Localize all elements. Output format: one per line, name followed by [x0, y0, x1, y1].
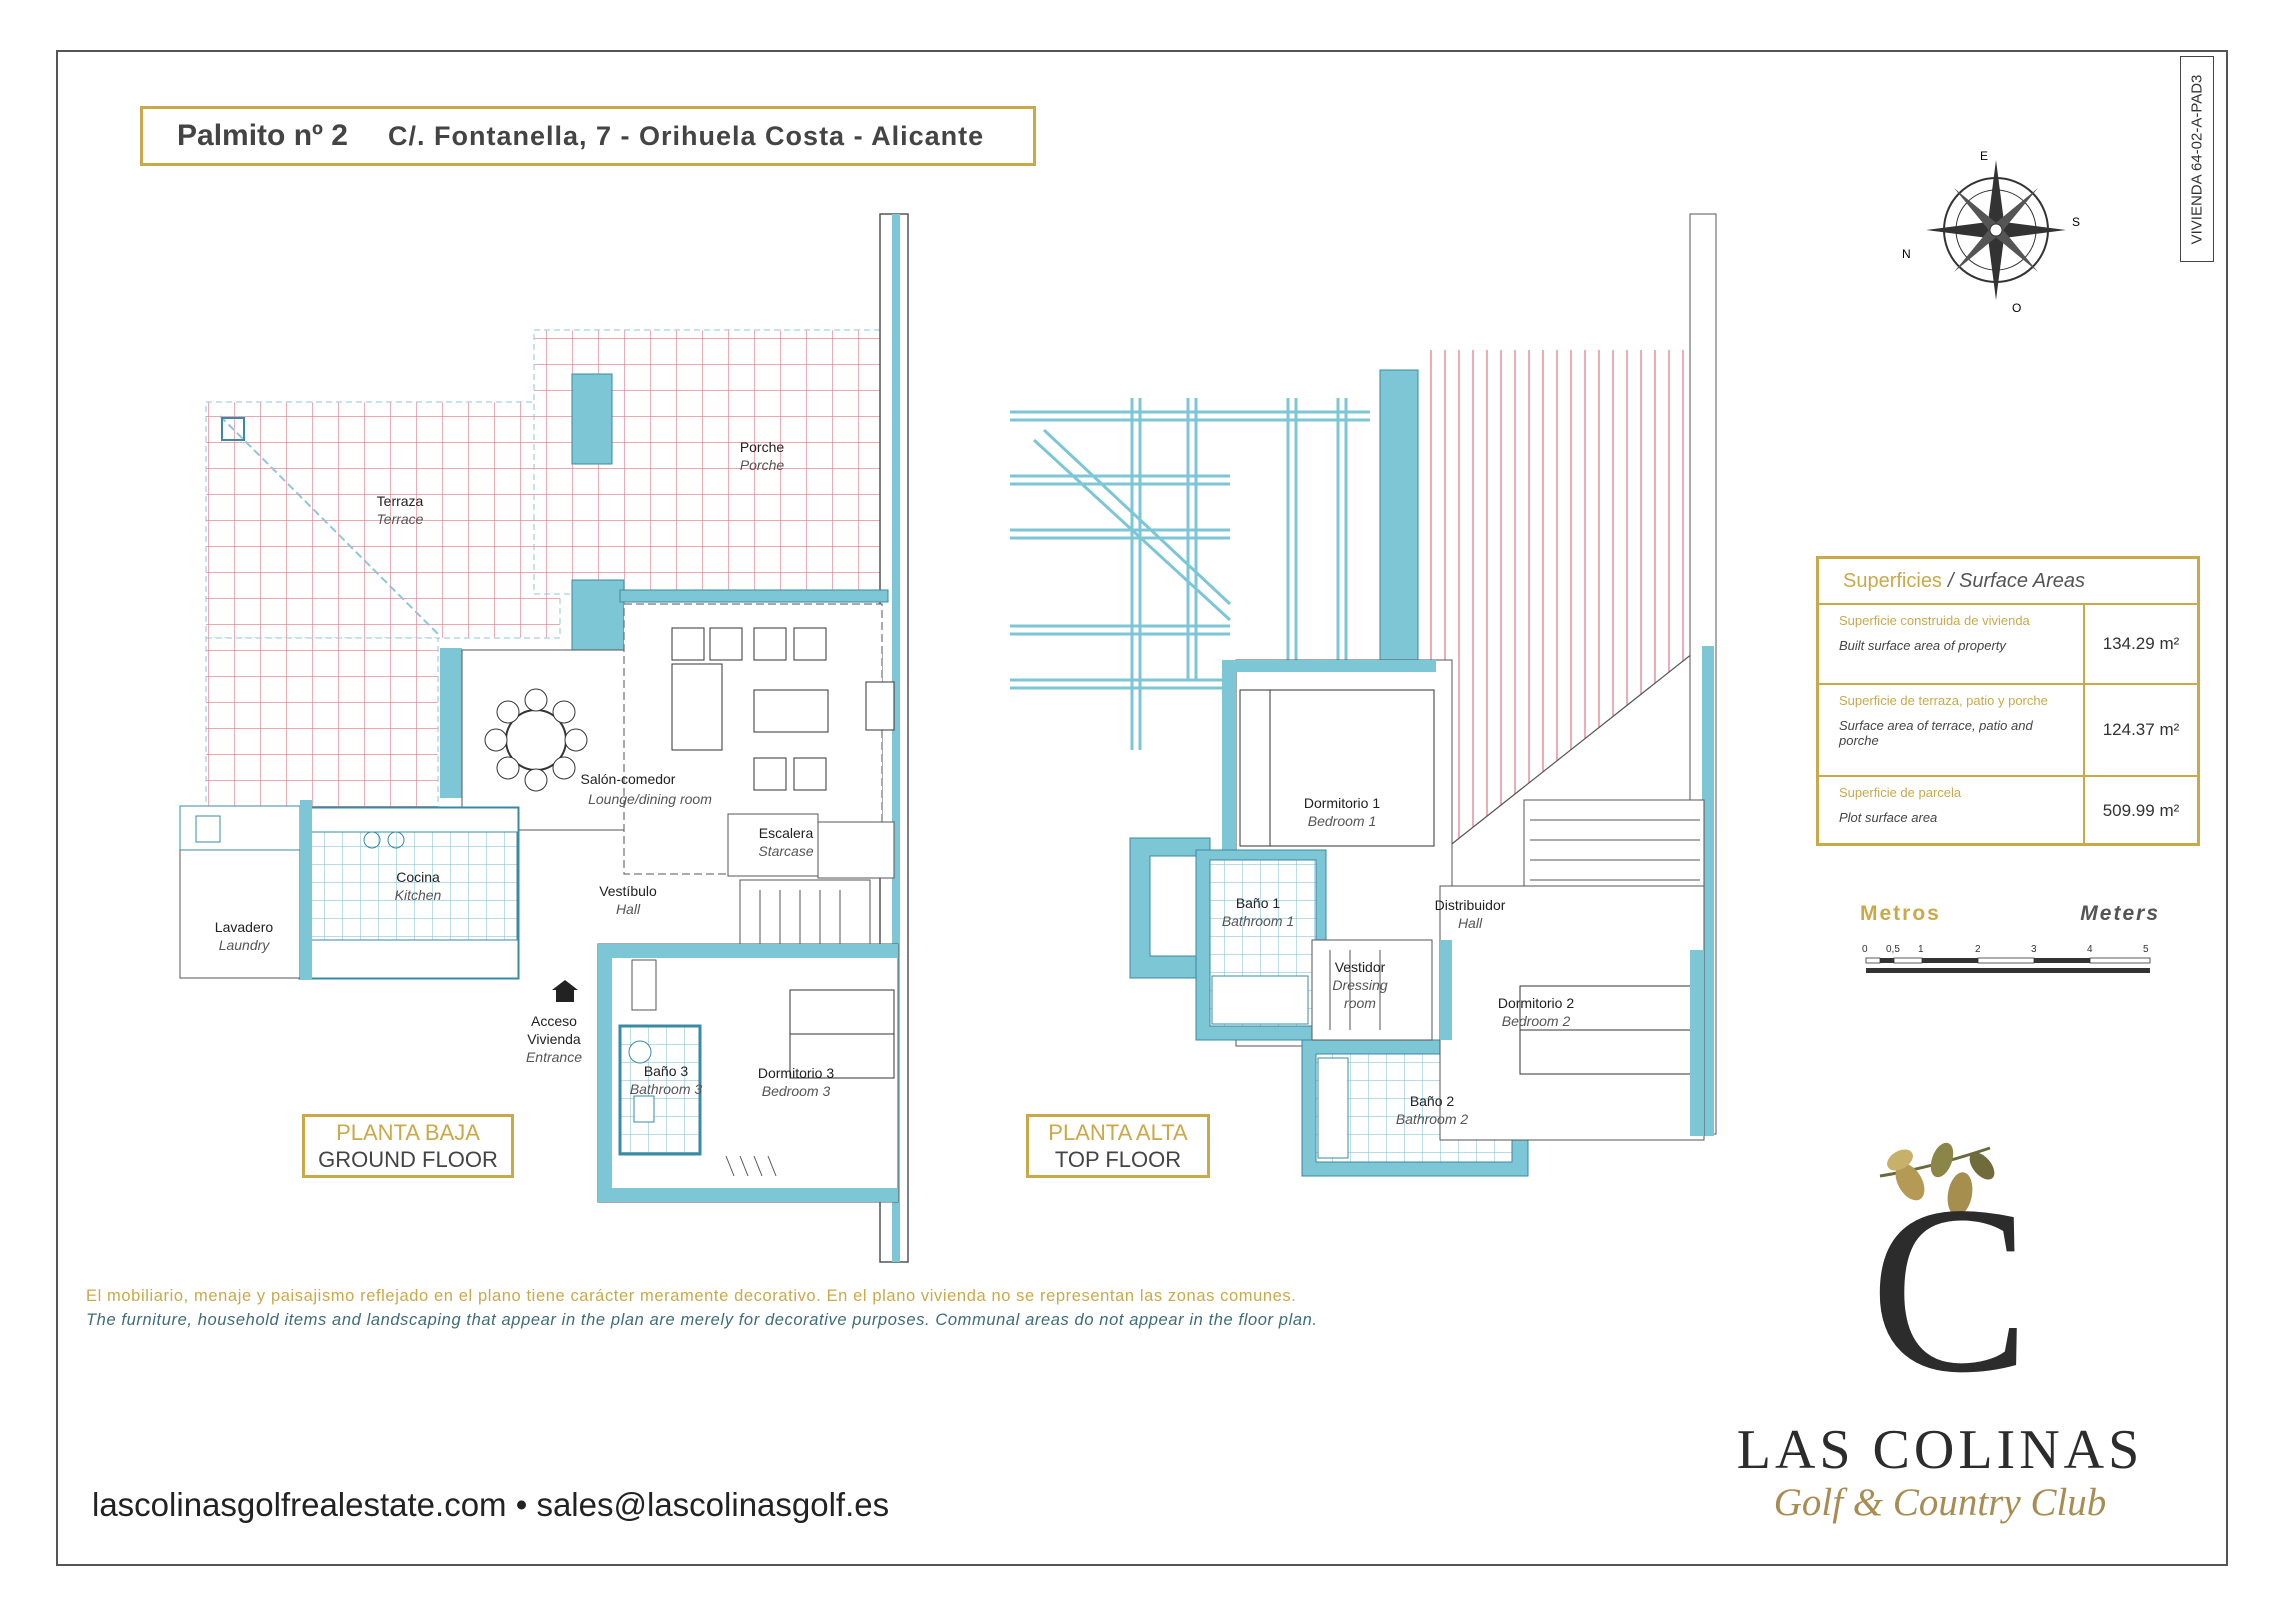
surface-areas-table [1816, 556, 2200, 846]
label-escalera: Escalera [758, 825, 814, 841]
contact-separator: • [515, 1486, 528, 1523]
label-lounge: Lounge/dining room [588, 791, 712, 807]
label-vivienda: Vivienda [527, 1031, 581, 1047]
label-dormitorio3: Dormitorio 3 [757, 1065, 835, 1081]
label-porche: Porche [739, 439, 785, 455]
area-row-value: 134.29 m² [2102, 634, 2180, 653]
area-row-value: 124.37 m² [2102, 720, 2180, 739]
scale-label-es: Metros [1860, 902, 1941, 925]
label-distribuidor: Distribuidor [1434, 897, 1506, 913]
disclaimer-en: The furniture, household items and landscaping that appear in the plan are merely for decorative purposes. Communal areas do not appear in the floor plan. [86, 1311, 1318, 1329]
label-bano2: Baño 2 [1409, 1093, 1455, 1109]
ground-floor-label [302, 1114, 514, 1178]
label-top-hall: Hall [1457, 915, 1483, 931]
label-vestibulo: Vestíbulo [599, 883, 657, 899]
scale-tick-05: 0,5 [1886, 944, 1900, 955]
ground-floor-label-en: GROUND FLOOR [318, 1147, 498, 1172]
top-floor-plan [1010, 214, 1716, 1176]
label-bedroom2: Bedroom 2 [1501, 1013, 1571, 1029]
label-laundry: Laundry [218, 937, 270, 953]
label-staircase: Starcase [758, 843, 814, 859]
label-terrace: Terrace [376, 511, 424, 527]
label-room: room [1344, 995, 1376, 1011]
label-cocina: Cocina [396, 869, 440, 885]
label-porche-en: Porche [739, 457, 785, 473]
area-row-label-es: Superficie de terraza, patio y porche [1839, 693, 2048, 708]
label-entrance: Entrance [525, 1049, 583, 1065]
surface-areas-title-es: Superficies [1843, 569, 1942, 592]
property-name: Palmito nº 2 [177, 119, 348, 152]
area-row-label-en: Plot surface area [1839, 810, 1938, 825]
compass-o: O [2012, 301, 2022, 315]
scale-tick-5: 5 [2143, 944, 2149, 955]
label-bedroom3: Bedroom 3 [761, 1083, 831, 1099]
area-row-label-es: Superficie de parcela [1839, 785, 1962, 800]
label-kitchen: Kitchen [394, 887, 442, 903]
scale-tick-0: 0 [1862, 944, 1868, 955]
disclaimer [86, 1284, 1318, 1332]
scale-tick-2: 2 [1975, 944, 1981, 955]
ground-floor-plan [180, 214, 908, 1262]
label-lavadero: Lavadero [214, 919, 274, 935]
brand-tagline: Golf & Country Club [1773, 1481, 2107, 1524]
scale-tick-1: 1 [1918, 944, 1924, 955]
reference-code: VIVIENDA 64-02-A-PAD3 [2188, 74, 2206, 244]
scale-labels [1860, 902, 2160, 926]
brand-monogram: C [1869, 1156, 2031, 1422]
area-row-label-es: Superficie construida de vivienda [1839, 613, 2030, 628]
top-floor-label [1026, 1114, 1210, 1178]
property-address: C/. Fontanella, 7 - Orihuela Costa - Alicante [388, 120, 985, 151]
surface-areas-header [1819, 559, 2197, 605]
label-bathroom2: Bathroom 2 [1395, 1111, 1469, 1127]
compass-n: N [1902, 247, 1911, 261]
top-floor-label-en: TOP FLOOR [1054, 1147, 1182, 1172]
contact-line [92, 1486, 889, 1524]
label-dressing: Dressing [1332, 977, 1388, 993]
compass-s: S [2072, 215, 2081, 229]
top-floor-label-es: PLANTA ALTA [1048, 1120, 1188, 1145]
compass-e: E [1980, 149, 1989, 163]
scale-bar [1862, 944, 2150, 973]
label-bathroom3: Bathroom 3 [629, 1081, 703, 1097]
scale-label-en: Meters [2080, 902, 2160, 925]
brand-name: LAS COLINAS [1736, 1419, 2144, 1481]
brand-block [1720, 1420, 2160, 1526]
area-row-built [1819, 605, 2197, 685]
disclaimer-es: El mobiliario, menaje y paisajismo reflejado en el plano tiene carácter meramente decorativo. En el plano vivienda no se representan las zonas comunes. [86, 1287, 1297, 1305]
label-bedroom1: Bedroom 1 [1307, 813, 1377, 829]
terrace-area-lower [206, 638, 438, 808]
label-dormitorio1: Dormitorio 1 [1303, 795, 1381, 811]
label-bathroom1: Bathroom 1 [1221, 913, 1295, 929]
website-link[interactable]: lascolinasgolfrealestate.com [92, 1486, 507, 1523]
label-hall: Hall [615, 901, 641, 917]
label-salon: Salón-comedor [580, 771, 676, 787]
scale-tick-3: 3 [2031, 944, 2037, 955]
entrance-arrow-icon [552, 980, 578, 990]
area-row-label-en: Surface area of terrace, patio and porche [1839, 718, 2033, 748]
label-bano1: Baño 1 [1235, 895, 1281, 911]
area-row-plot [1819, 777, 2197, 845]
label-dormitorio2: Dormitorio 2 [1497, 995, 1575, 1011]
scale-tick-4: 4 [2087, 944, 2093, 955]
ground-floor-label-es: PLANTA BAJA [336, 1120, 480, 1145]
label-terraza: Terraza [376, 493, 424, 509]
area-row-value: 509.99 m² [2102, 801, 2180, 820]
label-acceso: Acceso [531, 1013, 577, 1029]
email-link[interactable]: sales@lascolinasgolf.es [536, 1486, 890, 1523]
surface-areas-title-en: / Surface Areas [1947, 569, 2086, 592]
brand-logo [1870, 1140, 2030, 1422]
area-row-label-en: Built surface area of property [1839, 638, 2006, 653]
label-bano3: Baño 3 [643, 1063, 689, 1079]
label-vestidor: Vestidor [1334, 959, 1386, 975]
area-row-terrace [1819, 685, 2197, 777]
